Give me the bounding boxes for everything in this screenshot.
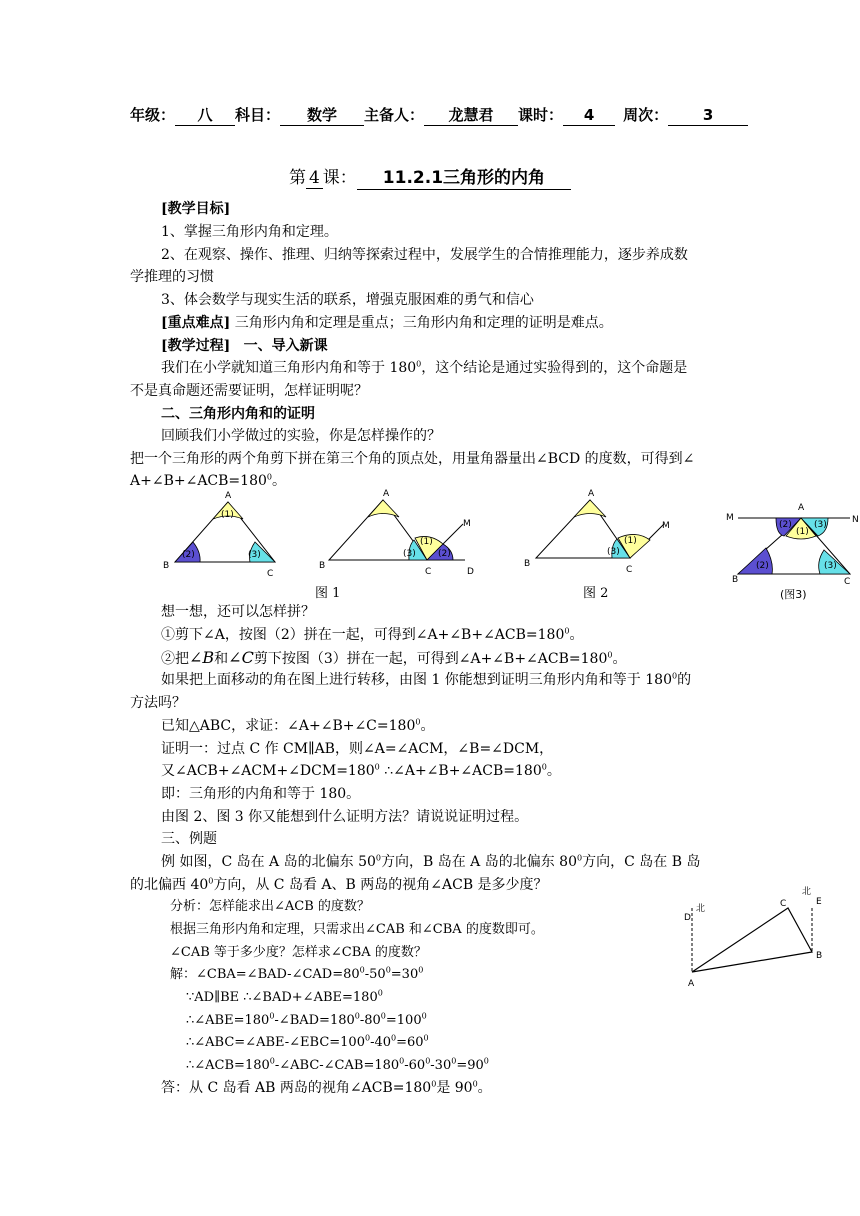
answer-text: 是 90	[436, 1080, 473, 1096]
lesson-number: 4	[306, 168, 323, 189]
degree-sup: 0	[451, 1056, 457, 1066]
sol-text: -50	[364, 967, 386, 982]
example-text: 例 如图，C 岛在 A 岛的北偏东 50	[161, 854, 376, 870]
part2-heading: 二、三角形内角和的证明	[161, 406, 315, 422]
degree-sup: 0	[418, 965, 424, 975]
sol-text: 解：∠CBA=∠BAD-∠CAD=80	[170, 967, 360, 982]
label-C: C	[267, 569, 274, 579]
lesson-title	[0, 163, 860, 190]
think-text: 和	[214, 651, 229, 667]
grade-label: 年级：	[130, 106, 176, 124]
degree-sup: 0	[416, 359, 422, 369]
title-suffix: 课：	[322, 168, 357, 188]
think-line-1: 想一想，还可以怎样拼？	[161, 604, 315, 620]
experiment-period: 。	[271, 473, 286, 489]
part1-heading: 一、导入新课	[243, 338, 328, 354]
degree-sup: 0	[354, 1011, 360, 1021]
conclusion-period: 。	[346, 786, 361, 802]
think-period: 。	[612, 651, 627, 667]
sol-text: =100	[385, 1013, 422, 1028]
degree-sup: 0	[269, 1011, 275, 1021]
think-text: 的	[677, 672, 692, 688]
subject-label: 科目：	[235, 106, 281, 124]
question-line: 由图 2、图 3 你又能想到什么证明方法？请说说证明过程。	[161, 809, 529, 825]
label-1: (1)	[624, 536, 637, 546]
proof-line-1: 证明一：过点 C 作 CM∥AB，则∠A=∠ACM，∠B=∠DCM，	[161, 741, 554, 757]
experiment-line-1: 把一个三角形的两个角剪下拼在第三个角的顶点处，用量角器量出∠BCD 的度数，可得到∠	[130, 451, 695, 467]
island-map-figure	[680, 880, 830, 992]
week-label: 周次：	[623, 106, 669, 124]
example-text: 方向，C 岛在 B 岛	[582, 854, 701, 870]
sol-text: ∴∠ABC=∠ABE-∠EBC=100	[186, 1035, 365, 1050]
north-label-a: 北	[696, 904, 706, 914]
proof-text: 又∠ACB+∠ACM+∠DCM=180	[161, 763, 375, 779]
label-3: (3)	[814, 520, 827, 530]
subject-value: 数学	[280, 107, 364, 126]
answer-line	[161, 1077, 492, 1099]
hours-value: 4	[563, 107, 615, 126]
sol-text: -30	[430, 1058, 452, 1073]
answer-text: 答：从 C 岛看 AB 两岛的视角∠ACB=180	[161, 1080, 432, 1096]
angle-b: ∠B	[189, 648, 215, 667]
label-E: E	[816, 897, 822, 907]
degree-sup: 0	[380, 1011, 386, 1021]
process-heading: [教学过程]	[161, 338, 231, 354]
analysis-line-1: 分析：怎样能求出∠ACB 的度数？	[170, 899, 370, 914]
degree-sup: 0	[375, 853, 381, 863]
degree-sup: 0	[431, 1079, 437, 1089]
label-B: B	[524, 559, 531, 569]
conclusion-line	[161, 783, 360, 805]
think-line-2	[161, 624, 583, 646]
answer-period: 。	[477, 1080, 492, 1096]
degree-sup: 0	[359, 965, 365, 975]
solution-line-5	[186, 1055, 489, 1077]
sol-text: =60	[396, 1035, 424, 1050]
example-text: 方向，B 岛在 A 岛的北偏东 80	[380, 854, 577, 870]
given-line	[161, 715, 434, 737]
lesson-name: 11.2.1三角形的内角	[357, 168, 571, 190]
figure-2	[518, 488, 678, 578]
experiment-line-2	[130, 470, 286, 492]
sol-text: -∠BAD=180	[274, 1013, 355, 1028]
example-text: 的北偏西 40	[130, 877, 209, 893]
solution-line-3	[186, 1010, 427, 1032]
label-2: (2)	[438, 549, 451, 559]
key-points-text: 三角形内角和定理是重点；三角形内角和定理的证明是难点。	[230, 315, 613, 331]
label-M: M	[463, 519, 471, 529]
experiment-text: A+∠B+∠ACB=180	[130, 473, 267, 489]
label-1: (1)	[420, 537, 433, 547]
label-B: B	[163, 561, 170, 571]
preparer-value: 龙慧君	[424, 107, 518, 126]
label-A: A	[588, 489, 595, 499]
sol-text: -80	[359, 1013, 381, 1028]
conclusion-text: 即：三角形的内角和等于 180	[161, 786, 347, 802]
example-heading: 三、例题	[161, 831, 217, 847]
given-period: 。	[420, 718, 435, 734]
label-B: B	[816, 951, 823, 961]
degree-sup: 0	[399, 1056, 405, 1066]
degree-sup: 0	[208, 876, 214, 886]
intro-line-1	[161, 357, 687, 379]
label-3: (3)	[403, 549, 416, 559]
think-text: 如果把上面移动的角在图上进行转移，由图 1 你能想到证明三角形内角和等于 180	[161, 672, 672, 688]
figure-3	[724, 500, 860, 588]
degree-sup: 0	[415, 717, 421, 727]
degree-sup: 0	[374, 762, 380, 772]
objectives-heading: [教学目标]	[161, 201, 231, 217]
north-label-b: 北	[802, 887, 812, 897]
process-heading-line	[161, 335, 328, 357]
label-B: B	[732, 575, 739, 585]
intro-text-b: ，这个结论是通过实验得到的，这个命题是	[421, 360, 688, 376]
label-M: M	[662, 521, 670, 531]
label-2: (2)	[779, 520, 792, 530]
label-A: A	[383, 489, 390, 499]
think-text: 剪下按图（3）拼在一起，可得到∠A+∠B+∠ACB=180	[253, 651, 608, 667]
degree-sup: 0	[564, 626, 570, 636]
degree-sup: 0	[377, 988, 383, 998]
degree-sup: 0	[423, 1033, 429, 1043]
intro-line-2: 不是真命题还需要证明，怎样证明呢？	[130, 383, 368, 399]
label-M: M	[726, 513, 734, 523]
example-line-1	[161, 851, 700, 873]
label-1: (1)	[221, 510, 234, 520]
analysis-line-3: ∠CAB 等于多少度？怎样求∠CBA 的度数？	[170, 945, 427, 960]
label-C: C	[844, 577, 851, 587]
label-C: C	[780, 899, 787, 909]
intro-text-a: 我们在小学就知道三角形内角和等于 180	[161, 360, 417, 376]
sol-text: ∴∠ACB=180	[186, 1058, 270, 1073]
objective-3: 3、体会数学与现实生活的联系，增强克服困难的勇气和信心	[161, 292, 534, 308]
degree-sup: 0	[385, 965, 391, 975]
label-A: A	[688, 979, 695, 989]
think-text: ①剪下∠A，按图（2）拼在一起，可得到∠A+∠B+∠ACB=180	[161, 627, 565, 643]
degree-sup: 0	[541, 762, 547, 772]
label-3: (3)	[248, 550, 261, 560]
think-line-3	[161, 647, 626, 670]
solution-line-2	[186, 987, 383, 1009]
think-text: ②把	[161, 651, 189, 667]
key-points-heading: [重点难点]	[161, 315, 231, 331]
label-D: D	[467, 567, 474, 577]
figure-2-caption: 图 2	[583, 586, 609, 601]
sol-text: -40	[370, 1035, 392, 1050]
proof-text: ∴∠A+∠B+∠ACB=180	[379, 763, 542, 779]
degree-sup: 0	[472, 1079, 478, 1089]
degree-sup: 0	[671, 671, 678, 681]
example-text: 方向，从 C 岛看 A、B 两岛的视角∠ACB 是多少度？	[213, 877, 548, 893]
label-3b: (3)	[824, 561, 837, 571]
degree-sup: 0	[391, 1033, 397, 1043]
degree-sup: 0	[421, 1011, 427, 1021]
figure-1-triangle	[165, 490, 285, 580]
lesson-header	[130, 104, 750, 126]
hours-label: 课时：	[518, 106, 564, 124]
degree-sup: 0	[269, 1056, 275, 1066]
label-D: D	[684, 913, 691, 923]
grade-value: 八	[175, 107, 235, 126]
solution-line-1	[170, 964, 423, 986]
think-period: 。	[569, 627, 584, 643]
analysis-line-2: 根据三角形内角和定理，只需求出∠CAB 和∠CBA 的度数即可。	[170, 922, 544, 937]
sol-text: ∴∠ABE=180	[186, 1013, 270, 1028]
objective-2-cont: 学推理的习惯	[130, 269, 214, 285]
degree-sup: 0	[425, 1056, 431, 1066]
sol-text: ∵AD∥BE ∴∠BAD+∠ABE=180	[186, 990, 378, 1005]
sol-text: -60	[404, 1058, 426, 1073]
sol-text: =30	[390, 967, 419, 982]
recall-line: 回顾我们小学做过的实验，你是怎样操作的？	[161, 428, 441, 444]
figure-1-caption: 图 1	[315, 586, 341, 601]
figure-3-caption: (图3)	[780, 588, 807, 601]
degree-sup: 0	[577, 853, 583, 863]
label-2: (2)	[182, 550, 195, 560]
label-C: C	[626, 565, 633, 575]
think-line-5: 方法吗？	[130, 695, 186, 711]
solution-line-4	[186, 1032, 429, 1054]
title-prefix: 第	[288, 168, 306, 188]
label-3: (3)	[607, 547, 620, 557]
given-text: 已知△ABC，求证：∠A+∠B+∠C=180	[161, 718, 416, 734]
degree-sup: 0	[607, 650, 613, 660]
key-points	[161, 312, 613, 334]
label-N: N	[852, 515, 859, 525]
label-A: A	[798, 503, 805, 513]
sol-text: -∠ABC-∠CAB=180	[274, 1058, 400, 1073]
label-2b: (2)	[756, 561, 769, 571]
think-line-4	[161, 669, 691, 691]
objective-1: 1、掌握三角形内角和定理。	[161, 224, 338, 240]
degree-sup: 0	[266, 472, 272, 482]
angle-c: ∠C	[228, 648, 254, 667]
sol-text: =90	[456, 1058, 484, 1073]
objective-2: 2、在观察、操作、推理、归纳等探索过程中，发展学生的合情推理能力，逐步养成数	[161, 247, 688, 263]
proof-period: 。	[546, 763, 561, 779]
figure-1-assembled	[315, 488, 485, 578]
label-B: B	[319, 561, 326, 571]
label-A: A	[225, 491, 232, 501]
proof-line-2	[161, 760, 561, 782]
week-value: 3	[668, 107, 748, 126]
label-1: (1)	[796, 527, 809, 537]
example-line-2	[130, 874, 548, 896]
degree-sup: 0	[364, 1033, 371, 1043]
preparer-label: 主备人：	[364, 106, 425, 124]
label-C: C	[425, 567, 432, 577]
degree-sup: 0	[483, 1056, 489, 1066]
